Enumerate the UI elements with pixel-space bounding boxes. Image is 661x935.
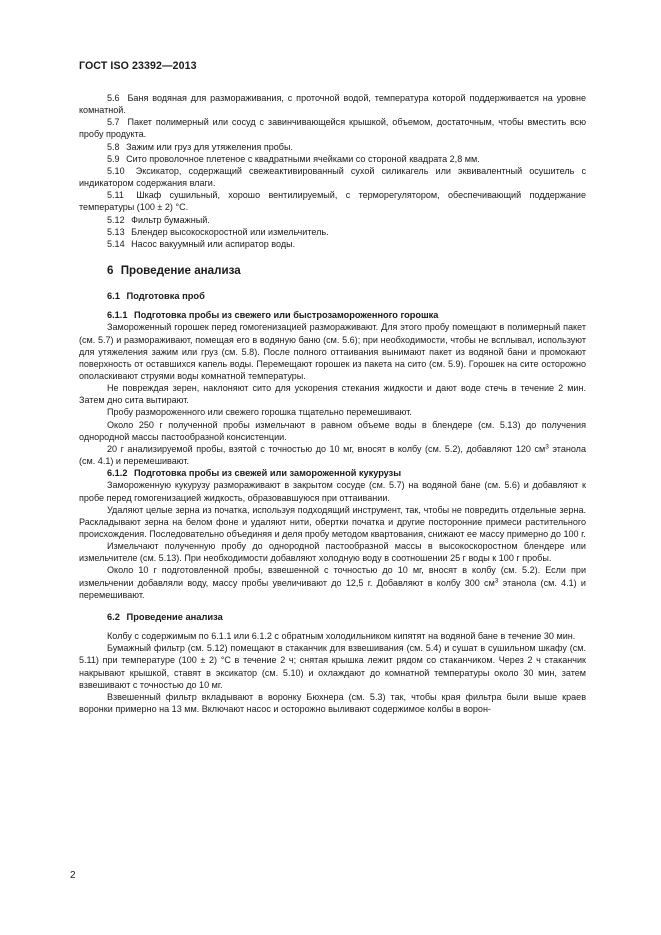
paragraph: 20 г анализируемой пробы, взятой с точностью до 10 мг, вносят в колбу (см. 5.2), добавляют 120 $см^3$ этанола (см. 4.1) и перемешивают. xyxy=(79,443,586,467)
item-text: Насос вакуумный или аспиратор воды. xyxy=(131,238,296,249)
item-number: 5.14 xyxy=(107,238,125,249)
paragraph: Не повреждая зерен, наклоняют сито для ускорения стекания жидкости и дают воде стечь в течение 2 мин. Затем дно сита вытирают. xyxy=(79,383,586,406)
paragraph: Бумажный фильтр (см. 5.12) помещают в стаканчик для взвешивания (см. 5.4) и сушат в сушильном шкафу (см. 5.11) при температуре (100 ± 2) °C в течение 2 ч; снятая крышка лежит рядом со стаканчиком. Через 2 ч стаканчик накрывают крышкой, ставят в эксикатор (см. 5.10) и охлаждают до комнатной температуры около 30 мин, затем взвешивают с точностью до 10 мг. xyxy=(79,643,586,690)
subsubsection-heading-6-1-2: 6.1.2 Подготовка пробы из свежей или замороженной кукурузы xyxy=(107,468,402,479)
item-text: Зажим или груз для утяжеления пробы. xyxy=(126,141,293,152)
item-text: Сито проволочное плетеное с квадратными ячейками со стороной квадрата 2,8 мм. xyxy=(126,153,480,164)
item-number: 5.7 xyxy=(107,117,120,128)
paragraph: Около 250 г полученной пробы измельчают в равном объеме воды в блендере (см. 5.13) до получения однородной массы пастообразной консистенции. xyxy=(79,419,586,442)
item-number: 5.11 xyxy=(107,190,124,201)
item-number: 5.13 xyxy=(107,226,125,237)
paragraph: Замороженную кукурузу размораживают в закрытом сосуде (см. 5.7) на водяной бане (см. 5.6) и добавляют к пробе перед гомогенизацией жидкость, образовавшуюся при оттаивании. xyxy=(79,480,586,503)
paragraph: Замороженный горошек перед гомогенизацией размораживают. Для этого пробу помещают в полимерный пакет (см. 5.7) и размораживают, помещая его в водяную баню (см. 5.6); при необходимости, чтобы не всплывал, используют для утяжеления зажим или груз (см. 5.8). После полного оттаивания вынимают пакет из водяной бани и промокают поверхность от оставшихся капель воды. Перемещают горошек из пакета на сито (см. 5.9). Горошек на сите осторожно ополаскивают струями воды комнатной температуры. xyxy=(79,322,586,381)
item-number: 5.8 xyxy=(107,141,120,152)
list-item xyxy=(79,116,586,140)
subsection-heading-6-1: 6.1 Подготовка проб xyxy=(107,291,205,302)
item-number: 5.9 xyxy=(107,153,120,164)
item-text: Эксикатор, содержащий свежеактивированный сухой силикагель или эквивалентный осушитель с индикатором содержания влаги. xyxy=(79,165,586,189)
item-text: Пакет полимерный или сосуд с завинчивающейся крышкой, объемом, достаточным, чтобы вместить всю пробу продукта. xyxy=(79,117,586,140)
paragraph: Около 10 г подготовленной пробы, взвешенной с точностью до 10 мг, вносят в колбу (см. 5.2). Если при измельчении добавляли воду, массу пробы увеличивают до 12,5 г. Добавляют в колбу 300 $см^3$ этанола (см. 4.1) и перемешивают. xyxy=(79,565,586,600)
item-text: Шкаф сушильный, хорошо вентилируемый, с терморегулятором, обеспечивающий поддержание температуры (100 ± 2) °C. xyxy=(79,190,586,213)
document-body xyxy=(79,92,586,715)
paragraph: Колбу с содержимым по 6.1.1 или 6.1.2 с обратным холодильником кипятят на водяной бане в течение 30 мин. xyxy=(107,631,576,642)
subsubsection-heading-6-1-1: 6.1.1 Подготовка пробы из свежего или быстрозамороженного горошка xyxy=(107,310,439,321)
item-number: 5.10 xyxy=(107,165,125,176)
paragraph: Взвешенный фильтр вкладывают в воронку Бюхнера (см. 5.3) так, чтобы края фильтра были выше краев воронки примерно на 13 мм. Включают насос и осторожно выливают содержимое колбы в ворон- xyxy=(79,691,586,715)
list-item xyxy=(79,226,586,238)
list-item xyxy=(79,238,586,250)
list-item xyxy=(79,165,586,189)
section-heading-6: 6 Проведение анализа xyxy=(107,264,241,278)
paragraph: Удаляют целые зерна из початка, используя подходящий инструмент, так, чтобы не повредить отдельные зерна. Раскладывают зерна на белом фоне и удаляют нити, обертки початка и другие посторонние примеси растительного происхождения. Последовательно объединяя и деля пробу методом квартования, снижают ее массу примерно до 100 г. xyxy=(79,504,586,539)
page-number: 2 xyxy=(70,870,76,881)
paragraph: Пробу размороженного или свежего горошка тщательно перемешивают. xyxy=(107,407,412,418)
paragraph: Измельчают полученную пробу до однородной пастообразной массы в высокоскоростном блендере или измельчителе (см. 5.13). При необходимости добавляют холодную воду в соотношении 25 г воды к 100 г пробы. xyxy=(79,541,586,564)
item-text: Баня водяная для размораживания, с проточной водой, температура которой поддерживается на уровне комнатной. xyxy=(79,93,587,116)
item-text: Фильтр бумажный. xyxy=(131,214,210,225)
list-item xyxy=(79,189,586,213)
document-header: ГОСТ ISO 23392—2013 xyxy=(79,60,197,72)
item-text: Блендер высокоскоростной или измельчитель. xyxy=(131,226,329,237)
item-number: 5.12 xyxy=(107,214,125,225)
list-item xyxy=(79,141,586,153)
subsection-heading-6-2: 6.2 Проведение анализа xyxy=(107,611,223,622)
item-number: 5.6 xyxy=(107,93,120,103)
list-item xyxy=(79,214,586,226)
list-item xyxy=(79,153,586,165)
list-item xyxy=(79,92,586,116)
